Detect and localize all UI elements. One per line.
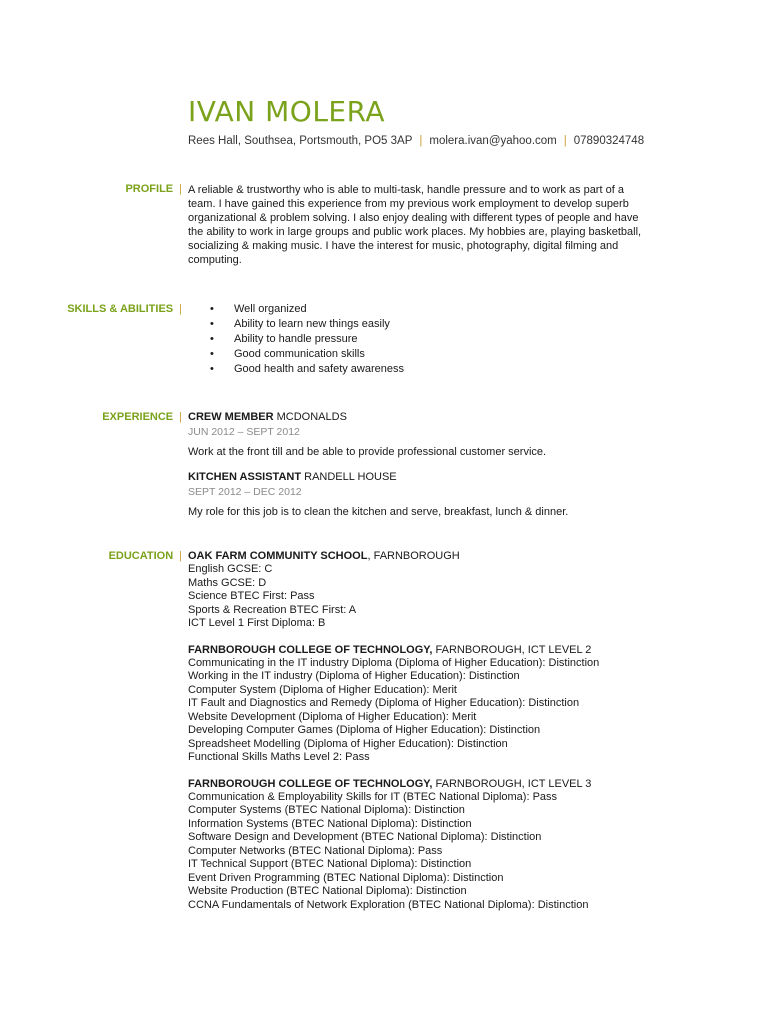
phone: 07890324748 xyxy=(573,135,645,147)
education-item: Website Development (Diploma of Higher Education): Merit xyxy=(188,710,477,723)
education-item: CCNA Fundamentals of Network Exploration (BTEC National Diploma): Distinction xyxy=(188,898,589,911)
contact-separator: | xyxy=(419,135,423,147)
education-heading xyxy=(188,777,668,791)
job-description: My role for this job is to clean the kitchen and serve, breakfast, lunch & dinner. xyxy=(188,506,569,518)
education-item: Developing Computer Games (Diploma of Higher Education): Distinction xyxy=(188,724,541,736)
education-item: Computer Networks (BTEC National Diploma): Pass xyxy=(188,844,443,857)
skills-section xyxy=(188,302,648,377)
job-title: CREW MEMBER xyxy=(188,411,274,423)
address: Rees Hall, Southsea, Portsmouth, PO5 3AP xyxy=(188,135,413,147)
education-item: English GCSE: C xyxy=(188,563,273,575)
candidate-name: IVAN MOLERA xyxy=(188,95,386,128)
contact-line xyxy=(188,133,644,149)
email[interactable]: molera.ivan@yahoo.com xyxy=(429,135,557,147)
profile-section xyxy=(188,183,648,267)
list-item: • Good health and safety awareness xyxy=(234,362,648,377)
education-item: Information Systems (BTEC National Diploma): Distinction xyxy=(188,817,472,830)
section-label-experience xyxy=(102,410,182,425)
list-item: • Ability to learn new things easily xyxy=(234,317,648,332)
education-entry xyxy=(188,643,668,765)
education-heading xyxy=(188,643,668,657)
section-label-text: EDUCATION xyxy=(108,550,174,562)
job-dates: JUN 2012 – SEPT 2012 xyxy=(188,426,300,438)
school-name: FARNBOROUGH COLLEGE OF TECHNOLOGY, xyxy=(188,777,433,790)
section-label-skills xyxy=(67,302,182,317)
education-item: Event Driven Programming (BTEC National Diploma): Distinction xyxy=(188,871,504,884)
job-entry xyxy=(188,410,648,459)
section-bar: | xyxy=(179,411,182,423)
list-item: • Well organized xyxy=(234,302,648,317)
school-name: OAK FARM COMMUNITY SCHOOL xyxy=(188,550,368,562)
education-item: Computer System (Diploma of Higher Education): Merit xyxy=(188,683,457,696)
education-item: Maths GCSE: D xyxy=(188,576,267,589)
list-item: • Good communication skills xyxy=(234,347,648,362)
education-item: Sports & Recreation BTEC First: A xyxy=(188,603,357,616)
education-item: IT Fault and Diagnostics and Remedy (Diploma of Higher Education): Distinction xyxy=(188,697,580,709)
section-bar: | xyxy=(179,303,182,315)
education-item: Software Design and Development (BTEC National Diploma): Distinction xyxy=(188,831,542,843)
list-item: • Ability to handle pressure xyxy=(234,332,648,347)
education-item: Computer Systems (BTEC National Diploma): Distinction xyxy=(188,804,465,816)
education-item: Communication & Employability Skills for IT (BTEC National Diploma): Pass xyxy=(188,790,558,803)
job-employer: MCDONALDS xyxy=(276,411,347,423)
job-description: Work at the front till and be able to provide professional customer service. xyxy=(188,446,547,458)
job-employer: RANDELL HOUSE xyxy=(304,471,397,483)
education-item: IT Technical Support (BTEC National Diploma): Distinction xyxy=(188,858,472,870)
job-entry xyxy=(188,470,648,519)
profile-text: A reliable & trustworthy who is able to multi-task, handle pressure and to work as part of a team. I have gained this experience from my previous work employment to develop superb organizational & problem solving. I also enjoy dealing with different types of people and have the ability to work in large groups and public work places. My hobbies are, playing basketball, socializing & making music. I have the interest for music, photography, digital filming and computing. xyxy=(188,184,642,266)
school-name: FARNBOROUGH COLLEGE OF TECHNOLOGY, xyxy=(188,643,433,656)
section-label-text: PROFILE xyxy=(125,183,174,195)
section-label-text: EXPERIENCE xyxy=(102,411,174,423)
education-heading xyxy=(188,549,668,563)
job-heading xyxy=(188,470,648,485)
school-detail: FARNBOROUGH, ICT LEVEL 3 xyxy=(432,777,592,790)
education-item: Communicating in the IT industry Diploma (Diploma of Higher Education): Distinction xyxy=(188,656,600,669)
job-heading xyxy=(188,410,648,425)
education-item: Functional Skills Maths Level 2: Pass xyxy=(188,751,370,763)
contact-separator: | xyxy=(563,135,567,147)
education-item: Science BTEC First: Pass xyxy=(188,590,315,602)
education-entry xyxy=(188,777,668,913)
education-entry xyxy=(188,549,668,631)
education-item: Website Production (BTEC National Diploma): Distinction xyxy=(188,885,467,897)
section-label-text: SKILLS & ABILITIES xyxy=(67,303,174,315)
job-title: KITCHEN ASSISTANT xyxy=(188,471,302,483)
experience-section xyxy=(188,410,648,519)
section-label-profile xyxy=(125,182,182,197)
job-dates: SEPT 2012 – DEC 2012 xyxy=(188,486,302,498)
education-item: Spreadsheet Modelling (Diploma of Higher Education): Distinction xyxy=(188,737,508,750)
school-detail: , FARNBOROUGH xyxy=(367,550,460,562)
section-label-education xyxy=(109,549,182,564)
section-bar: | xyxy=(179,550,182,562)
skills-list xyxy=(188,302,648,377)
education-item: Working in the IT industry (Diploma of Higher Education): Distinction xyxy=(188,670,520,682)
education-section xyxy=(188,549,668,924)
school-detail: FARNBOROUGH, ICT LEVEL 2 xyxy=(432,643,592,656)
education-item: ICT Level 1 First Diploma: B xyxy=(188,617,326,629)
section-bar: | xyxy=(179,183,182,195)
